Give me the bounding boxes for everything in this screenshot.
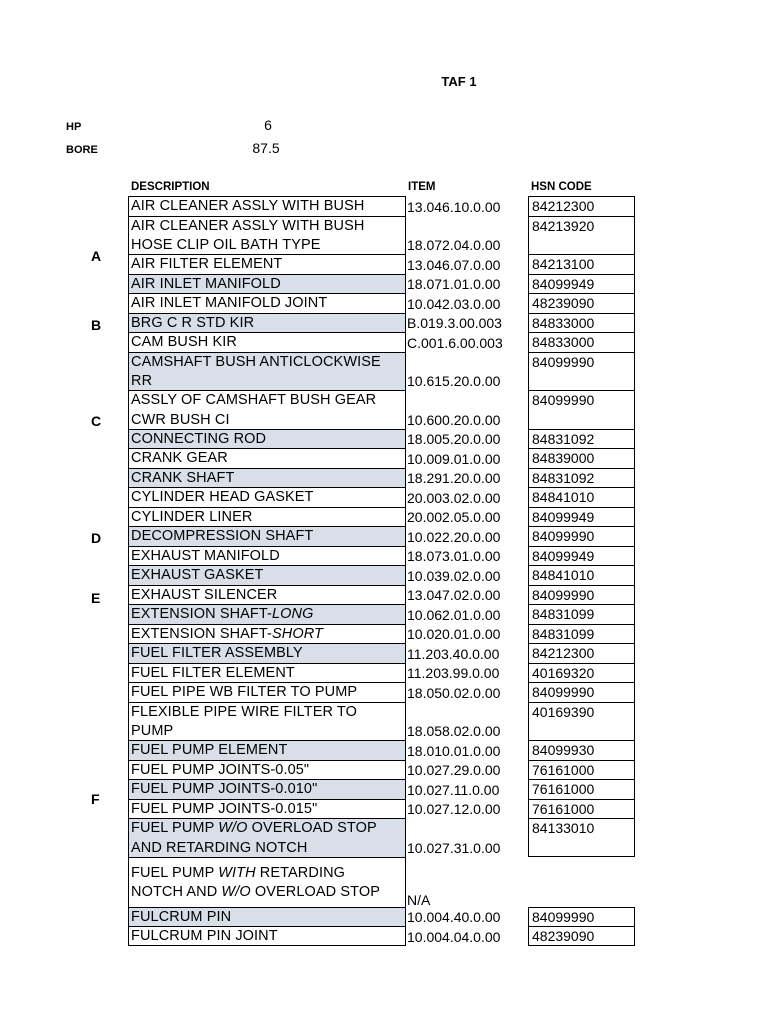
description-cell: FUEL PUMP ELEMENT	[128, 740, 406, 760]
description-cell: FUEL PUMP JOINTS-0.015"	[128, 799, 406, 819]
description-cell: FLEXIBLE PIPE WIRE FILTER TO PUMP	[128, 702, 406, 741]
item-cell: 10.600.20.0.00	[407, 411, 501, 428]
hsn-cell: 84831092	[528, 429, 635, 449]
description-cell: EXTENSION SHAFT-LONG	[128, 604, 406, 624]
description-cell: FUEL PUMP W/O OVERLOAD STOP AND RETARDING NOTCH	[128, 818, 406, 857]
item-cell: 13.046.07.0.00	[407, 256, 501, 273]
description-cell: FUEL FILTER ELEMENT	[128, 663, 406, 683]
description-cell: EXTENSION SHAFT-SHORT	[128, 624, 406, 644]
description-cell: FULCRUM PIN	[128, 907, 406, 927]
hsn-cell: 84133010	[528, 818, 635, 857]
hsn-cell: 40169320	[528, 663, 635, 683]
description-cell: FUEL PIPE WB FILTER TO PUMP	[128, 682, 406, 702]
item-cell: 10.027.29.0.00	[407, 762, 501, 778]
item-cell: 18.058.02.0.00	[407, 723, 501, 739]
item-cell: 18.071.01.0.00	[407, 276, 501, 292]
item-cell: 10.004.04.0.00	[407, 928, 501, 945]
item-cell: 10.039.02.0.00	[407, 567, 501, 584]
description-cell: EXHAUST SILENCER	[128, 585, 406, 605]
hsn-cell: 76161000	[528, 760, 635, 780]
description-cell: EXHAUST MANIFOLD	[128, 546, 406, 566]
hsn-cell: 84833000	[528, 313, 635, 333]
hsn-cell: 84831099	[528, 604, 635, 624]
description-cell: AIR INLET MANIFOLD	[128, 274, 406, 294]
description-cell: FUEL PUMP JOINTS-0.05"	[128, 760, 406, 780]
description-cell: DECOMPRESSION SHAFT	[128, 526, 406, 546]
item-cell: 10.615.20.0.00	[407, 373, 501, 389]
item-cell: 18.005.20.0.00	[407, 431, 501, 447]
hsn-cell: 84099930	[528, 740, 635, 760]
hsn-cell: 84099990	[528, 585, 635, 605]
section-label-b: B	[91, 317, 102, 333]
hsn-cell: 84831099	[528, 624, 635, 644]
hsn-cell: 84099990	[528, 352, 635, 391]
hsn-cell: 84099990	[528, 390, 635, 429]
item-cell: 10.042.03.0.00	[407, 295, 501, 312]
description-cell: CYLINDER LINER	[128, 507, 406, 527]
hsn-cell: 84212300	[528, 196, 635, 216]
item-cell: 10.009.01.0.00	[407, 450, 501, 467]
description-cell: CYLINDER HEAD GASKET	[128, 487, 406, 507]
item-cell: 18.073.01.0.00	[407, 548, 501, 564]
hp-label: HP	[66, 121, 82, 133]
hsn-cell: 84099990	[528, 682, 635, 702]
hsn-cell: 84099949	[528, 546, 635, 566]
section-label-d: D	[91, 530, 102, 546]
item-cell: 13.047.02.0.00	[407, 587, 501, 603]
item-cell: 10.004.40.0.00	[407, 909, 501, 925]
hsn-cell: 84212300	[528, 643, 635, 663]
hsn-cell: 84831092	[528, 468, 635, 488]
description-cell: FUEL FILTER ASSEMBLY	[128, 643, 406, 663]
description-header: DESCRIPTION	[131, 181, 210, 193]
item-cell: 18.010.01.0.00	[407, 742, 501, 759]
item-cell: 18.050.02.0.00	[407, 684, 501, 701]
item-cell: 10.022.20.0.00	[407, 528, 501, 545]
description-cell: CRANK SHAFT	[128, 468, 406, 488]
hsn-cell: 48239090	[528, 926, 635, 946]
hsn-cell: 84099949	[528, 274, 635, 294]
item-cell: 20.002.05.0.00	[407, 509, 501, 525]
hsn-cell: 84833000	[528, 332, 635, 352]
description-cell: AIR CLEANER ASSLY WITH BUSH	[128, 196, 406, 216]
hsn-header: HSN CODE	[531, 181, 592, 193]
item-cell: 11.203.99.0.00	[407, 665, 500, 681]
hsn-cell: 84841010	[528, 565, 635, 585]
item-cell: 10.027.31.0.00	[407, 839, 501, 856]
item-cell: 10.062.01.0.00	[407, 606, 501, 623]
item-cell: 10.027.11.0.00	[407, 781, 500, 798]
hsn-cell: 84213920	[528, 216, 635, 255]
hsn-cell: 40169390	[528, 702, 635, 741]
hsn-cell: 84841010	[528, 487, 635, 507]
description-cell: FUEL PUMP JOINTS-0.010"	[128, 779, 406, 799]
item-cell: 10.020.01.0.00	[407, 626, 501, 642]
item-cell: 10.027.12.0.00	[407, 801, 501, 817]
item-cell: 11.203.40.0.00	[407, 645, 500, 662]
item-cell: 18.072.04.0.00	[407, 237, 501, 253]
section-label-f: F	[91, 791, 100, 807]
section-label-c: C	[91, 413, 102, 429]
hp-value: 6	[264, 117, 272, 133]
hsn-cell: 76161000	[528, 779, 635, 799]
description-cell: CAM BUSH KIR	[128, 332, 406, 352]
description-cell: ASSLY OF CAMSHAFT BUSH GEAR CWR BUSH CI	[128, 390, 406, 429]
bore-label: BORE	[66, 144, 98, 156]
hsn-cell: 84099990	[528, 907, 635, 927]
hsn-cell: 84099990	[528, 526, 635, 546]
bore-value: 87.5	[252, 140, 280, 156]
hsn-cell: 48239090	[528, 293, 635, 313]
item-cell: C.001.6.00.003	[407, 334, 503, 351]
description-cell: CONNECTING ROD	[128, 429, 406, 449]
section-label-e: E	[91, 590, 101, 606]
section-label-a: A	[91, 248, 102, 264]
hsn-cell: 84213100	[528, 254, 635, 274]
description-cell: AIR INLET MANIFOLD JOINT	[128, 293, 406, 313]
description-cell: AIR FILTER ELEMENT	[128, 254, 406, 274]
item-cell: 18.291.20.0.00	[407, 470, 501, 486]
page-title: TAF 1	[441, 74, 477, 89]
hsn-cell: 84839000	[528, 448, 635, 468]
description-cell: CRANK GEAR	[128, 448, 406, 468]
description-cell: FUEL PUMP WITH RETARDING NOTCH AND W/O OVERLOAD STOP	[128, 857, 406, 907]
item-cell: 13.046.10.0.00	[407, 198, 501, 215]
item-cell: N/A	[407, 891, 431, 908]
item-cell: B.019.3.00.003	[407, 315, 502, 331]
description-cell: FULCRUM PIN JOINT	[128, 926, 406, 946]
hsn-cell: 84099949	[528, 507, 635, 527]
description-cell: CAMSHAFT BUSH ANTICLOCKWISE RR	[128, 352, 406, 391]
item-header: ITEM	[408, 181, 436, 193]
description-cell: BRG C R STD KIR	[128, 313, 406, 333]
hsn-cell: 76161000	[528, 799, 635, 819]
item-cell: 20.003.02.0.00	[407, 489, 501, 506]
description-cell: AIR CLEANER ASSLY WITH BUSH HOSE CLIP OIL BATH TYPE	[128, 216, 406, 255]
description-cell: EXHAUST GASKET	[128, 565, 406, 585]
